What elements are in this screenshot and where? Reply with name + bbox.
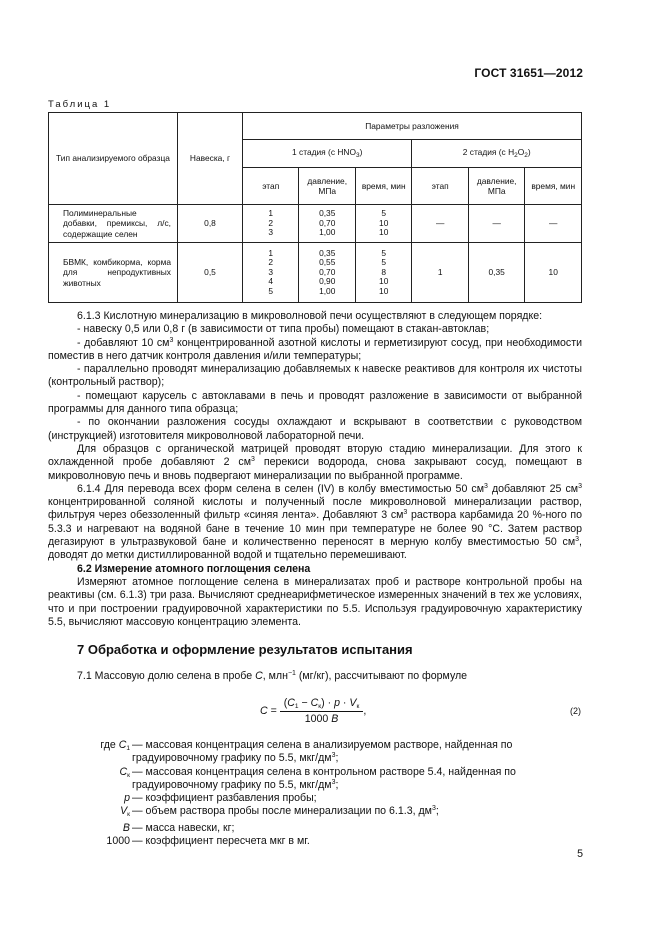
header-stage-2: 2 стадия (с $H_2O_2$)	[412, 140, 582, 168]
heading-section-7: 7 Обработка и оформление результатов испытания	[77, 642, 413, 657]
table-row	[49, 243, 582, 303]
row-times: 5 10 10	[355, 205, 411, 243]
row-stage2-time: 10	[525, 243, 582, 303]
list-item: - добавляют 10 $см^3$ концентрированной азотной кислоты и герметизируют сосуд, при необходимости поместив в него датчик контроля давления и/или температуры;	[48, 336, 582, 362]
paragraph-6-1-4: 6.1.4 Для перевода всех форм селена в селен (IV) в колбу вместимостью 50 $см^3$ добавляют 25 $см^3$ концентрированной соляной кислоты и полученный после микроволновой минерализации раствор, фильтруя через обеззоленный фильтр «синяя лента». Добавляют 3 $см^3$ раствора карбамида 20 %-ного по 5.3.3 и нагревают на водяной бане в течение 10 мин при температуре не более 90 °С. Затем раствор дегазируют в ультразвуковой бане и количественно переносят в мерную колбу вместимостью 50 $см^3$, доводят до метки дистиллированной водой и тщательно перемешивают.	[48, 482, 582, 562]
row-sample-type: БВМК, комбикорма, корма для непродуктивных животных	[49, 243, 178, 303]
row-sample-type: Полиминеральные добавки, премиксы, л/с, содержащие селен	[49, 205, 178, 243]
definition-row: 1000 — коэффициент пересчета мкг в мг.	[106, 835, 310, 848]
paragraph-7-1: 7.1 Массовую долю селена в пробе С, млн$^{-1}$ (мг/кг), рассчитывают по формуле	[77, 670, 468, 682]
header-step-2: этап	[412, 168, 468, 205]
header-decomposition-params: Параметры разложения	[243, 113, 582, 140]
list-item: - помещают карусель с автоклавами в печь и проводят разложение в зависимости от выбранной программы для данного типа образца;	[48, 389, 582, 416]
table-row	[49, 205, 582, 243]
row-pressures: 0,35 0,55 0,70 0,90 1,00	[299, 243, 355, 303]
header-pressure: давление, МПа	[299, 168, 355, 205]
row-steps: 1 2 3	[243, 205, 299, 243]
equation-number: (2)	[570, 706, 581, 716]
definition-row: $V_к$ — объем раствора пробы после минерализации по 6.1.3, $дм^3$;	[120, 805, 439, 819]
header-time-2: время, мин	[525, 168, 582, 205]
header-mass: Навеска, г	[177, 113, 242, 205]
row-times: 5 5 8 10 10	[355, 243, 411, 303]
row-steps: 1 2 3 4 5	[243, 243, 299, 303]
definition-row: B — масса навески, кг;	[122, 821, 235, 834]
definition-row: $С_к$ — массовая концентрация селена в контрольном растворе 5.4, найденная по градуировочному графику по 5.5, мкг/$дм^3$;	[119, 765, 516, 791]
heading-6-2: 6.2 Измерение атомного поглощения селена	[77, 562, 311, 575]
header-stage-1: 1 стадия (с $HNO_3$)	[243, 140, 412, 168]
row-pressures: 0,35 0,70 1,00	[299, 205, 355, 243]
row-stage2-pressure: —	[468, 205, 524, 243]
variable-definitions	[48, 739, 588, 848]
header-sample-type: Тип анализируемого образца	[49, 113, 178, 205]
paragraph-6-2: Измеряют атомное поглощение селена в минерализатах проб и растворе контрольной пробы на реактивы (см. 6.1.3) три раза. Вычисляют среднеарифметическое измеренных значений в тех же условиях, что и при построении градуировочной характеристики по 5.5. Используя градуировочную характеристику 5.5, вычисляют массовую концентрацию элемента.	[48, 575, 582, 628]
section-6-1-3	[48, 310, 582, 629]
table-caption: Таблица 1	[48, 99, 112, 110]
list-item: - по окончании разложения сосуды охлаждают и вскрывают в соответствии с руководством (инструкцией) изготовителя микроволновой лабораторной печи.	[48, 416, 582, 442]
paragraph: 6.1.3 Кислотную минерализацию в микроволновой печи осуществляют в следующем порядке:	[77, 310, 543, 322]
header-pressure-2: давление, МПа	[468, 168, 524, 205]
row-stage2-pressure: 0,35	[468, 243, 524, 303]
parameters-table	[48, 112, 582, 303]
header-step: этап	[243, 168, 299, 205]
header-time: время, мин	[355, 168, 411, 205]
row-mass: 0,8	[177, 205, 242, 243]
row-stage2-time: —	[525, 205, 582, 243]
standard-header: ГОСТ 31651—2012	[474, 66, 583, 80]
row-stage2-step: 1	[412, 243, 468, 303]
paragraph: Для образцов с органической матрицей проводят вторую стадию минерализации. Для этого к охлажденной пробе добавляют 2 $см^3$ перекиси водорода, снова закрывают сосуд, помещают в микроволновую печь и вновь подвергают минерализации по выбранной программе.	[48, 442, 582, 482]
formula-2: С = $\frac{(С_1 - С_к) \cdot p \cdot V_к}{1000 B}$ ,	[260, 697, 367, 725]
definition-row: p — коэффициент разбавления пробы;	[124, 792, 317, 805]
row-mass: 0,5	[177, 243, 242, 303]
row-stage2-step: —	[412, 205, 468, 243]
list-item: - навеску 0,5 или 0,8 г (в зависимости от типа пробы) помещают в стакан-автоклав;	[77, 323, 490, 336]
page-number: 5	[577, 848, 583, 860]
list-item: - параллельно проводят минерализацию добавляемых к навеске реактивов для контроля их чистоты (контрольный раствор);	[48, 363, 582, 389]
definition-row: где $С_1$ — массовая концентрация селена в анализируемом растворе, найденная по градуировочному графику по 5.5, мкг/$дм^3$;	[100, 739, 513, 765]
